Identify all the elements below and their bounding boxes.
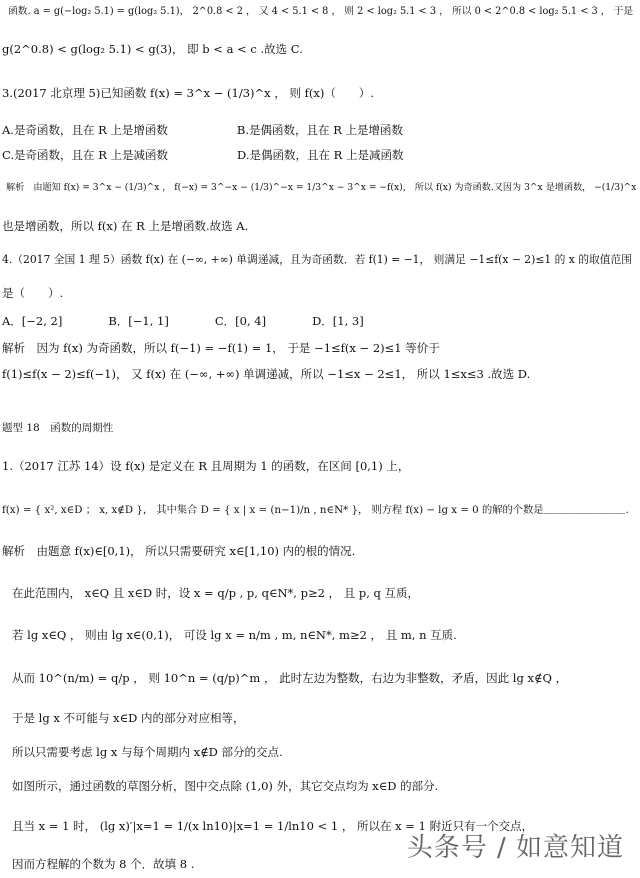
- solution-line-4: 从而 10^(n/m) = q/p ， 则 10^n = (q/p)^m ， 此时左边为整数，右边为非整数，矛盾，因此 lg x∉Q ，: [12, 671, 568, 685]
- solution-line-2: 在此范围内， x∈Q 且 x∈D 时，设 x = q/p , p, q∈N*, p≥2 ， 且 p, q 互质，: [12, 586, 420, 600]
- text-line-1: 函数. a = g(−log₂ 5.1) = g(log₂ 5.1)， 2^0.8 < 2 ， 又 4 < 5.1 < 8 ， 则 2 < log₂ 5.1 < 3 ， 所以 0 < 2^0.8 < log₂ 5.1 < 3 ， 于是: [8, 6, 634, 17]
- question-3-solution: 解析 由题知 f(x) = 3^x − (1/3)^x ， f(−x) = 3^−x − (1/3)^−x = 1/3^x − 3^x = −f(x)， 所以 f(x) 为奇函数.又因为 3^x 是增函数， −(1/3)^x: [6, 183, 637, 193]
- watermark: 头条号 / 如意知道: [406, 833, 624, 863]
- question-3-stem: 3.(2017 北京理 5)已知函数 f(x) = 3^x − (1/3)^x ， 则 f(x)（ ）.: [2, 86, 374, 100]
- section-heading: 题型 18 函数的周期性: [2, 422, 114, 434]
- solution-line-3: 若 lg x∈Q ， 则由 lg x∈(0,1)， 可设 lg x = n/m , m, n∈N*, m≥2 ， 且 m, n 互质.: [12, 628, 457, 642]
- problem-1-stem: 1.（2017 江苏 14）设 f(x) 是定义在 R 且周期为 1 的函数，在区间 [0,1) 上，: [2, 459, 410, 473]
- question-4-stem: 4.（2017 全国 1 理 5）函数 f(x) 在 (−∞, +∞) 单调递减，且为奇函数．若 f(1) = −1， 则满足 −1≤f(x − 2)≤1 的 x 的取值范围: [2, 253, 632, 266]
- question-3-options-cd: C.是奇函数，且在 R 上是减函数 D.是偶函数，且在 R 上是减函数: [2, 148, 404, 162]
- question-4-solution-cont: f(1)≤f(x − 2)≤f(−1)， 又 f(x) 在 (−∞, +∞) 单调递减，所以 −1≤x − 2≤1， 所以 1≤x≤3 .故选 D.: [2, 367, 531, 381]
- solution-line-7: 如图所示，通过函数的草图分析，图中交点除 (1,0) 外，其它交点均为 x∈D 的部分.: [12, 779, 439, 793]
- solution-line-6: 所以只需要考虑 lg x 与每个周期内 x∉D 部分的交点.: [12, 745, 283, 759]
- question-3-solution-cont: 也是增函数，所以 f(x) 在 R 上是增函数.故选 A.: [2, 219, 249, 233]
- solution-line-8: 且当 x = 1 时， (lg x)′|x=1 = 1/(x ln10)|x=1 = 1/ln10 < 1 ， 所以在 x = 1 附近只有一个交点，: [12, 819, 534, 833]
- question-4-options: A．[−2, 2] B．[−1, 1] C．[0, 4] D．[1, 3]: [2, 314, 364, 328]
- solution-line-1: 解析 由题意 f(x)∈[0,1)， 所以只需要研究 x∈[1,10) 内的根的情况.: [2, 544, 356, 558]
- question-4-solution: 解析 因为 f(x) 为奇函数，所以 f(−1) = −f(1) = 1， 于是 −1≤f(x − 2)≤1 等价于: [2, 341, 440, 355]
- text-line-2: g(2^0.8) < g(log₂ 5.1) < g(3)， 即 b < a < c .故选 C.: [2, 42, 303, 56]
- question-3-options-ab: A.是奇函数，且在 R 上是增函数 B.是偶函数，且在 R 上是增函数: [2, 123, 404, 137]
- problem-1-function: f(x) = { x², x∈D ； x, x∉D }， 其中集合 D = { x | x = (n−1)/n , n∈N* }， 则方程 f(x) − lg x = 0 的解的个数是＿＿＿＿＿＿＿＿.: [2, 504, 629, 516]
- solution-line-5: 于是 lg x 不可能与 x∈D 内的部分对应相等，: [12, 711, 245, 725]
- solution-line-9: 因而方程解的个数为 8 个．故填 8 .: [12, 857, 195, 871]
- question-4-stem-cont: 是（ ）.: [2, 286, 64, 300]
